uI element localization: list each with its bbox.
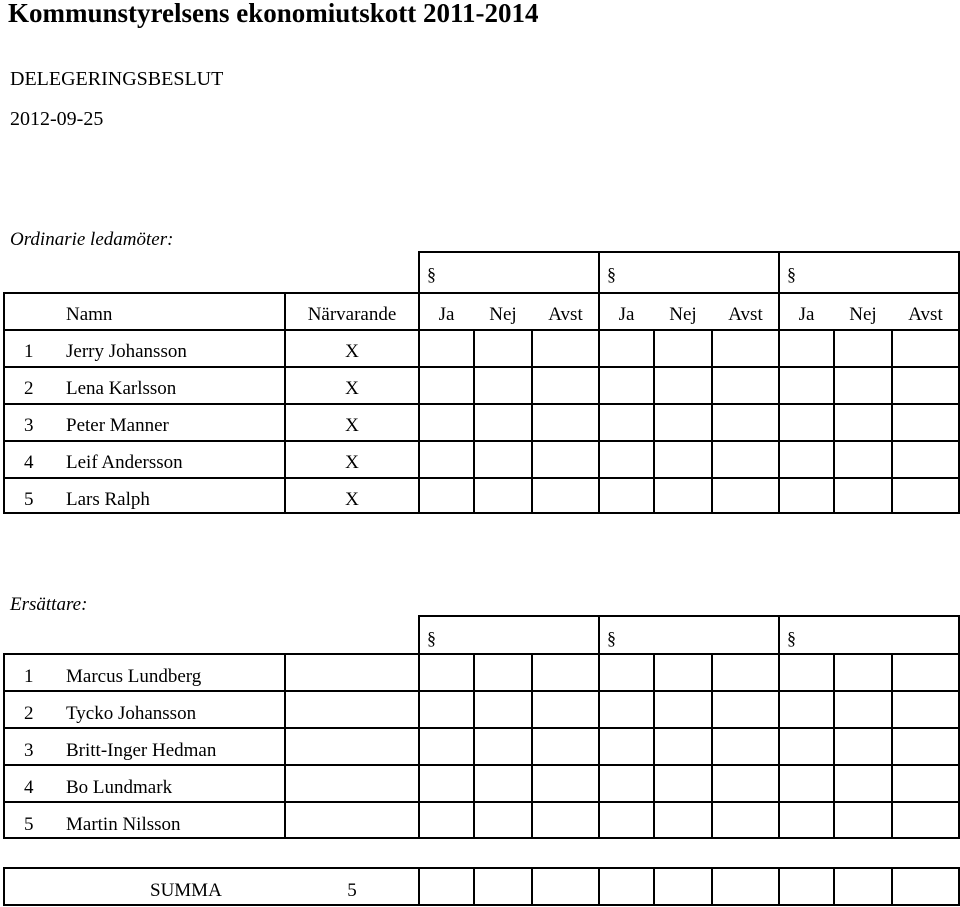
summa-label: SUMMA xyxy=(150,880,222,901)
section-mark: § xyxy=(787,264,796,284)
substitute-name: Martin Nilsson xyxy=(66,814,181,835)
member-number: 4 xyxy=(24,452,34,473)
member-number: 1 xyxy=(24,341,34,362)
document-title: Kommunstyrelsens ekonomiutskott 2011-2014 xyxy=(8,0,539,28)
column-header-ja: Ja xyxy=(618,304,635,325)
member-present: X xyxy=(345,341,359,362)
member-present: X xyxy=(345,415,359,436)
substitute-number: 2 xyxy=(24,703,34,724)
column-header-namn: Namn xyxy=(66,304,113,325)
substitute-name: Britt-Inger Hedman xyxy=(66,740,217,761)
substitute-number: 5 xyxy=(24,814,34,835)
member-name: Lars Ralph xyxy=(66,489,150,510)
column-header-avst: Avst xyxy=(548,304,583,325)
section-mark: § xyxy=(427,628,436,648)
column-header-avst: Avst xyxy=(728,304,763,325)
document-type: DELEGERINGSBESLUT xyxy=(10,68,224,90)
summa-value: 5 xyxy=(347,880,357,901)
member-present: X xyxy=(345,452,359,473)
member-number: 5 xyxy=(24,489,34,510)
ersattare-heading: Ersättare: xyxy=(10,594,88,615)
member-number: 2 xyxy=(24,378,34,399)
column-header-avst: Avst xyxy=(908,304,943,325)
section-mark: § xyxy=(787,628,796,648)
column-header-ja: Ja xyxy=(438,304,455,325)
substitute-number: 4 xyxy=(24,777,34,798)
column-header-narvarande: Närvarande xyxy=(307,304,397,325)
document-date: 2012-09-25 xyxy=(10,108,104,130)
substitute-name: Bo Lundmark xyxy=(66,777,173,798)
substitute-number: 1 xyxy=(24,666,34,687)
member-name: Peter Manner xyxy=(66,415,169,436)
substitute-name: Tycko Johansson xyxy=(66,703,197,724)
member-name: Leif Andersson xyxy=(66,452,183,473)
section-mark: § xyxy=(427,264,436,284)
member-name: Jerry Johansson xyxy=(66,341,187,362)
column-header-nej: Nej xyxy=(849,304,877,325)
section-mark: § xyxy=(607,628,616,648)
member-present: X xyxy=(345,489,359,510)
member-present: X xyxy=(345,378,359,399)
substitute-name: Marcus Lundberg xyxy=(66,666,202,687)
substitute-number: 3 xyxy=(24,740,34,761)
member-name: Lena Karlsson xyxy=(66,378,177,399)
column-header-nej: Nej xyxy=(489,304,517,325)
column-header-ja: Ja xyxy=(798,304,815,325)
member-number: 3 xyxy=(24,415,34,436)
ordinarie-heading: Ordinarie ledamöter: xyxy=(10,229,174,250)
column-header-nej: Nej xyxy=(669,304,697,325)
section-mark: § xyxy=(607,264,616,284)
